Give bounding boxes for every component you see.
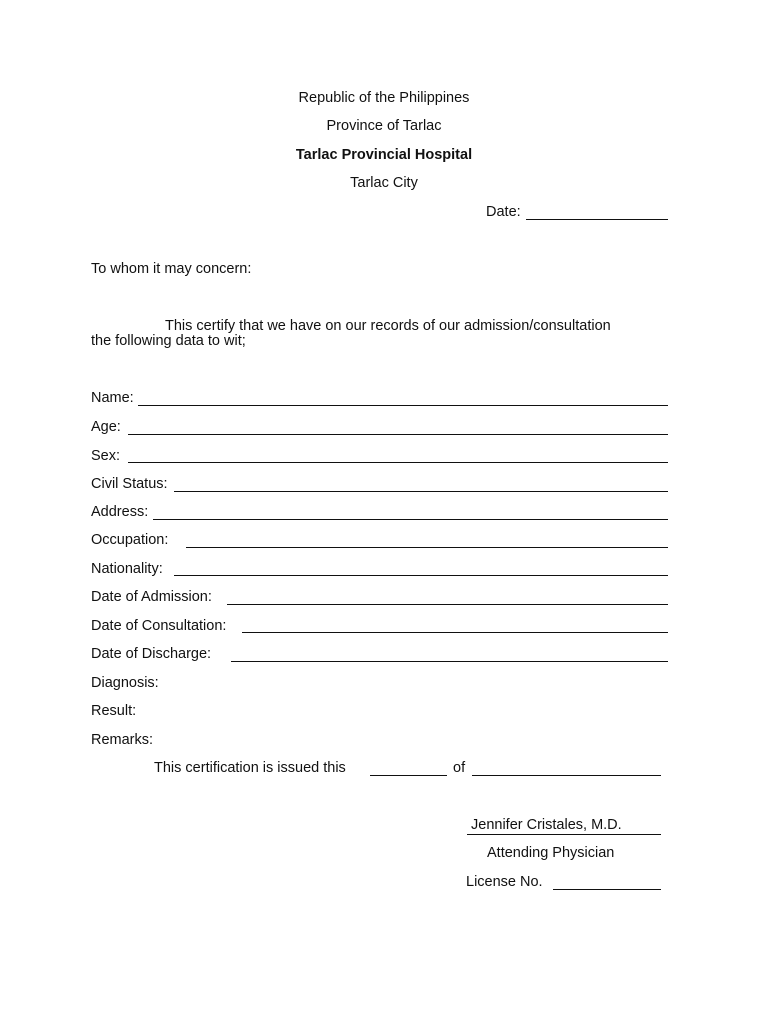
date-of-discharge-label: Date of Discharge: bbox=[91, 646, 212, 662]
signature-line bbox=[467, 834, 661, 835]
civil-status-label: Civil Status: bbox=[91, 476, 168, 492]
issuance-of: of bbox=[453, 760, 466, 776]
physician-name: Jennifer Cristales, M.D. bbox=[471, 817, 622, 833]
civil-status-field[interactable] bbox=[174, 491, 668, 492]
issuance-text: This certification is issued this bbox=[154, 760, 346, 776]
date-field[interactable] bbox=[526, 219, 668, 220]
license-field[interactable] bbox=[553, 889, 661, 890]
nationality-label: Nationality: bbox=[91, 561, 163, 577]
date-of-consultation-label: Date of Consultation: bbox=[91, 618, 227, 634]
result-label: Result: bbox=[91, 703, 137, 719]
physician-title: Attending Physician bbox=[487, 845, 615, 861]
sex-label: Sex: bbox=[91, 448, 121, 464]
issuance-day-field[interactable] bbox=[370, 775, 447, 776]
body-line-2: the following data to wit; bbox=[91, 333, 246, 349]
sex-field[interactable] bbox=[128, 462, 668, 463]
nationality-field[interactable] bbox=[174, 575, 668, 576]
occupation-label: Occupation: bbox=[91, 532, 169, 548]
body-line-1: This certify that we have on our records of our admission/consultation bbox=[165, 318, 611, 334]
remarks-label: Remarks: bbox=[91, 732, 154, 748]
header-province: Province of Tarlac bbox=[326, 118, 442, 134]
issuance-month-field[interactable] bbox=[472, 775, 661, 776]
header-city: Tarlac City bbox=[350, 175, 418, 191]
age-label: Age: bbox=[91, 419, 121, 435]
age-field[interactable] bbox=[128, 434, 668, 435]
header-republic: Republic of the Philippines bbox=[298, 90, 470, 106]
date-of-consultation-field[interactable] bbox=[242, 632, 668, 633]
occupation-field[interactable] bbox=[186, 547, 668, 548]
salutation: To whom it may concern: bbox=[91, 261, 252, 277]
license-label: License No. bbox=[466, 874, 543, 890]
date-of-admission-field[interactable] bbox=[227, 604, 668, 605]
address-field[interactable] bbox=[153, 519, 668, 520]
date-label: Date: bbox=[486, 204, 521, 220]
diagnosis-label: Diagnosis: bbox=[91, 675, 159, 691]
name-label: Name: bbox=[91, 390, 134, 406]
date-of-discharge-field[interactable] bbox=[231, 661, 668, 662]
header-hospital: Tarlac Provincial Hospital bbox=[295, 147, 473, 163]
address-label: Address: bbox=[91, 504, 149, 520]
date-of-admission-label: Date of Admission: bbox=[91, 589, 212, 605]
name-field[interactable] bbox=[138, 405, 668, 406]
